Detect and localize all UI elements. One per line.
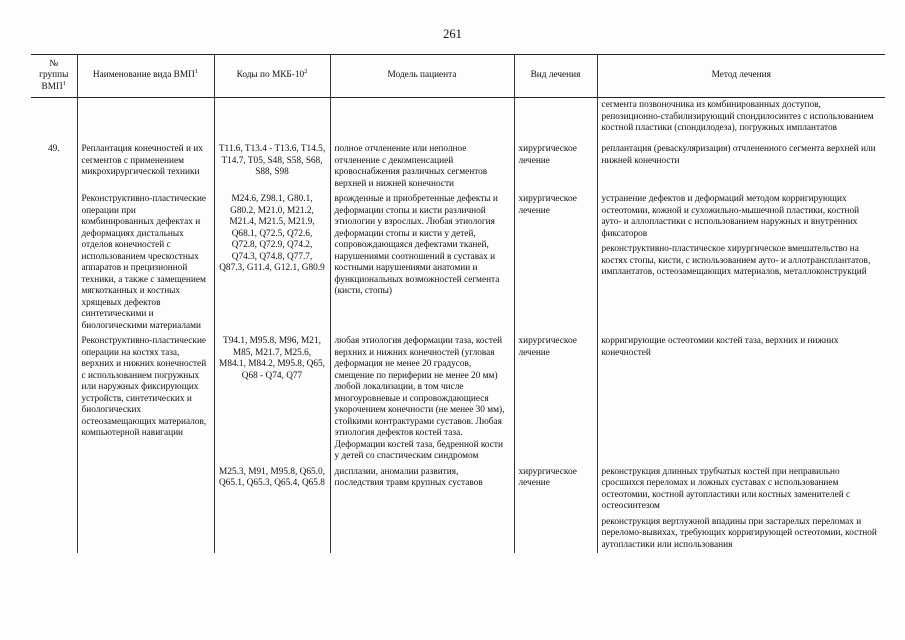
table-row: [31, 142, 885, 192]
header-vmp-name: Наименование вида ВМП$^1$: [77, 55, 214, 98]
table-body: [31, 98, 885, 554]
method-text: реконструкция длинных трубчатых костей при неправильно сросшихся переломах и ложных суставах с использованием остеотомии, костной аутопластики или костных заменителей с остеосинтезом: [601, 466, 851, 511]
group-no-cell: [31, 98, 77, 143]
icd-codes-cell: M25.3, M91, M95.8, Q65.0, Q65.1, Q65.3, Q65.4, Q65.8: [214, 465, 330, 554]
method-text: устранение дефектов и деформаций методом корригирующих остеотомии, кожной и сухожильно-мышечной пластики, костной ауто- и аллопластики с использованием наружных и внутренних фиксаторов: [601, 194, 860, 239]
table-header: [31, 55, 885, 98]
treatment-method-cell: [597, 334, 885, 465]
vmp-name-cell: Реплантация конечностей и их сегментов с применением микрохирургической техники: [77, 142, 214, 192]
table-row: [31, 465, 885, 554]
patient-model-cell: [330, 98, 514, 143]
method-text: реплантация (реваскуляризация) отчлененного сегмента верхней или нижней конечности: [601, 144, 876, 166]
treatment-type-cell: хирургическое лечение: [514, 334, 597, 465]
method-text: реконструкция вертлужной впадины при застарелых переломах и переломо-вывихах, требующих корригирующей остеотомии, костной аутопластики или использования: [601, 516, 877, 550]
patient-model-cell: врожденные и приобретенные дефекты и деформации стопы и кисти различной этиологии у взрослых. Любая этиология деформации стопы и кисти у детей, сопровождающаяся дефектами тканей, нарушениями соотношений в суставах и костными нарушениями анатомии и функциональных возможностей сегмента (кисти, стопы): [330, 192, 514, 334]
group-no-cell: [31, 465, 77, 554]
vmp-name-cell: [77, 465, 214, 554]
group-no-cell: 49.: [31, 142, 77, 192]
header-treatment-method: Метод лечения: [597, 55, 885, 98]
vmp-name-cell: [77, 98, 214, 143]
vmp-name-cell: Реконструктивно-пластические операции на костях таза, верхних и нижних конечностей с использованием погружных или наружных фиксирующих устройств, синтетических и биологических остеозамещающих материалов, компьютерной навигации: [77, 334, 214, 465]
group-no-cell: [31, 192, 77, 334]
treatment-type-cell: хирургическое лечение: [514, 192, 597, 334]
icd-codes-cell: T94.1, M95.8, M96, M21, M85, M21.7, M25.6, M84.1, M84.2, M95.8, Q65, Q68 - Q74, Q77: [214, 334, 330, 465]
page-number: 261: [443, 27, 462, 41]
table-row: [31, 98, 885, 143]
patient-model-cell: дисплазии, аномалии развития, последствия травм крупных суставов: [330, 465, 514, 554]
treatment-type-cell: хирургическое лечение: [514, 465, 597, 554]
vmp-name-cell: Реконструктивно-пластические операции при комбинированных дефектах и деформациях дистальных отделов конечностей с использованием чрескостных аппаратов и прецизионной техники, а также с замещением мягкотканных и костных хрящевых дефектов синтетическими и биологическими материалами: [77, 192, 214, 334]
vmp-table: [31, 54, 885, 553]
treatment-type-cell: [514, 98, 597, 143]
treatment-type-cell: хирургическое лечение: [514, 142, 597, 192]
patient-model-cell: полное отчленение или неполное отчленение с декомпенсацией кровоснабжения различных сегментов верхней и нижней конечности: [330, 142, 514, 192]
table-row: [31, 334, 885, 465]
method-text: реконструктивно-пластическое хирургическое вмешательство на костях стопы, кисти, с использованием ауто- и аллотрансплантатов, имплантатов, остеозамещающих материалов, металлоконструкций: [601, 244, 871, 277]
header-treatment-type: Вид лечения: [514, 55, 597, 98]
icd-codes-cell: [214, 98, 330, 143]
patient-model-cell: любая этиология деформации таза, костей верхних и нижних конечностей (угловая деформация не менее 20 градусов, смещение по периферии не менее 20 мм) любой локализации, в том числе многоуровневые и сопровождающиеся укорочением конечности (не менее 30 мм), стойкими контрактурами суставов. Любая этиология дефектов костей таза. Деформации костей таза, бедренной кости у детей со спастическим синдромом: [330, 334, 514, 465]
treatment-method-cell: [597, 98, 885, 143]
table-row: [31, 192, 885, 334]
header-icd-codes: Коды по МКБ-$10^2$: [214, 55, 330, 98]
method-text: сегмента позвоночника из комбинированных доступов, репозиционно-стабилизирующий спондилосинтез с использованием костной пластики (спондилодеза), погружных имплантатов: [601, 100, 874, 133]
header-group-no: № группы ВМП$^1$: [31, 55, 77, 98]
header-patient-model: Модель пациента: [330, 55, 514, 98]
icd-codes-cell: T11.6, T13.4 - T13.6, T14.5, T14.7, T05, S48, S58, S68, S88, S98: [214, 142, 330, 192]
treatment-method-cell: [597, 142, 885, 192]
icd-codes-cell: M24.6, Z98.1, G80.1, G80.2, M21.0, M21.2, M21.4, M21.5, M21.9, Q68.1, Q72.5, Q72.6, Q72.8, Q72.9, Q74.2, Q74.3, Q74.8, Q77.7, Q87.3, G11.4, G12.1, G80.9: [214, 192, 330, 334]
method-text: корригирующие остеотомии костей таза, верхних и нижних конечностей: [601, 336, 839, 358]
group-no-cell: [31, 334, 77, 465]
treatment-method-cell: [597, 465, 885, 554]
treatment-method-cell: [597, 192, 885, 334]
